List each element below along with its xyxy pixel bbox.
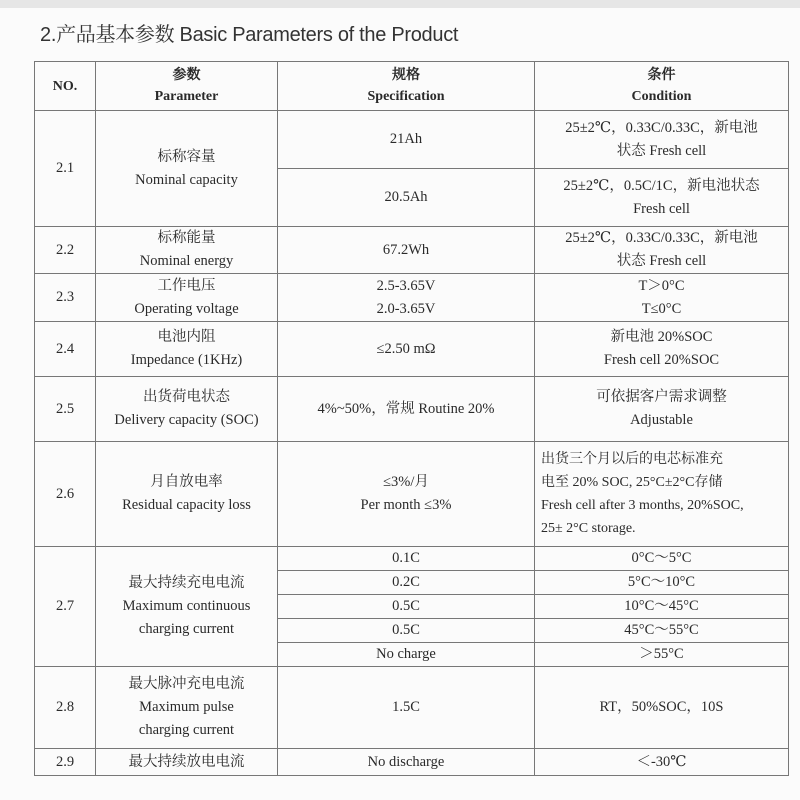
table-row bbox=[35, 227, 789, 274]
cond-cell: 0°C～5°C bbox=[535, 547, 789, 571]
table-row bbox=[35, 322, 789, 377]
parameters-table bbox=[34, 61, 789, 776]
cond-cell bbox=[535, 169, 789, 227]
cond-line: 25±2℃，0.33C/0.33C，新电池 bbox=[565, 230, 758, 246]
cond-line: 25±2℃，0.33C/0.33C，新电池 bbox=[565, 119, 758, 136]
param-en: Maximum pulse bbox=[139, 699, 234, 715]
header-no: NO. bbox=[35, 62, 96, 111]
param-en: charging current bbox=[138, 621, 235, 637]
param-cn: 电池内阻 bbox=[157, 329, 216, 345]
cond-line: T≤0°C bbox=[641, 300, 682, 317]
spec-cell: ≤2.50 mΩ bbox=[278, 322, 535, 377]
cond-line: Fresh cell 20%SOC bbox=[603, 352, 720, 368]
spec-cell: 1.5C bbox=[278, 667, 535, 749]
spec-line: Per month ≤3% bbox=[360, 497, 452, 513]
cond-line: Fresh cell bbox=[633, 200, 690, 217]
row-no: 2.6 bbox=[35, 442, 96, 547]
param-cell bbox=[96, 547, 278, 667]
param-cn: 标称能量 bbox=[157, 230, 216, 246]
row-no: 2.8 bbox=[35, 667, 96, 749]
param-cn: 工作电压 bbox=[157, 277, 216, 294]
param-cn: 标称容量 bbox=[157, 148, 216, 165]
cond-line: Adjustable bbox=[630, 412, 693, 428]
spec-cell: 0.5C bbox=[278, 595, 535, 619]
spec-cell: No charge bbox=[278, 643, 535, 667]
cond-cell: ＞55°C bbox=[535, 643, 789, 667]
spec-cell bbox=[278, 442, 535, 547]
header-parameter-cn: 参数 bbox=[172, 68, 201, 83]
table-header bbox=[35, 62, 789, 111]
param-en: Nominal capacity bbox=[135, 171, 238, 188]
spec-cell bbox=[278, 274, 535, 322]
param-cell: 最大持续放电电流 bbox=[96, 749, 278, 776]
row-no: 2.3 bbox=[35, 274, 96, 322]
row-no: 2.1 bbox=[35, 111, 96, 227]
spec-line: 2.0-3.65V bbox=[376, 300, 436, 317]
cond-cell bbox=[535, 111, 789, 169]
top-bar bbox=[0, 0, 800, 8]
cond-cell: 5°C～10°C bbox=[535, 571, 789, 595]
table-row bbox=[35, 667, 789, 749]
param-cell bbox=[96, 377, 278, 442]
param-cn: 出货荷电状态 bbox=[143, 389, 230, 405]
param-en: Maximum continuous bbox=[122, 598, 251, 614]
param-en: Nominal energy bbox=[139, 253, 234, 269]
cond-line: 可依据客户需求调整 bbox=[596, 389, 727, 405]
header-condition bbox=[535, 62, 789, 111]
cond-line: 状态 Fresh cell bbox=[616, 142, 707, 159]
table-row bbox=[35, 442, 789, 547]
header-parameter-en: Parameter bbox=[154, 89, 219, 104]
param-en: Residual capacity loss bbox=[122, 497, 251, 513]
spec-cell: 4%~50%，常规 Routine 20% bbox=[278, 377, 535, 442]
header-spec-en: Specification bbox=[367, 89, 445, 104]
cond-line: Fresh cell after 3 months, 20%SOC, bbox=[541, 498, 744, 513]
cond-cell: RT，50%SOC，10S bbox=[535, 667, 789, 749]
header-parameter bbox=[96, 62, 278, 111]
param-cell bbox=[96, 227, 278, 274]
spec-cell: 21Ah bbox=[278, 111, 535, 169]
cond-line: 电至 20% SOC, 25°C±2°C存储 bbox=[541, 475, 723, 490]
header-spec-cn: 规格 bbox=[392, 68, 420, 83]
spec-cell: 0.5C bbox=[278, 619, 535, 643]
row-no: 2.5 bbox=[35, 377, 96, 442]
param-cell bbox=[96, 111, 278, 227]
spec-line: 2.5-3.65V bbox=[376, 277, 436, 294]
spec-cell: 0.2C bbox=[278, 571, 535, 595]
cond-cell bbox=[535, 227, 789, 274]
cond-line: 25±2℃，0.5C/1C，新电池状态 bbox=[563, 177, 760, 194]
spec-cell: 20.5Ah bbox=[278, 169, 535, 227]
param-cell bbox=[96, 322, 278, 377]
spec-cell: 0.1C bbox=[278, 547, 535, 571]
table-row bbox=[35, 111, 789, 169]
param-cn: 最大持续充电电流 bbox=[128, 575, 245, 591]
header-cond-en: Condition bbox=[631, 89, 692, 104]
spec-cell: No discharge bbox=[278, 749, 535, 776]
row-no: 2.9 bbox=[35, 749, 96, 776]
param-cell bbox=[96, 442, 278, 547]
row-no: 2.2 bbox=[35, 227, 96, 274]
header-specification bbox=[278, 62, 535, 111]
table-row bbox=[35, 547, 789, 571]
spec-cell: 67.2Wh bbox=[278, 227, 535, 274]
cond-cell bbox=[535, 322, 789, 377]
cond-line: 状态 Fresh cell bbox=[616, 253, 707, 269]
section-title: 2.产品基本参数 Basic Parameters of the Product bbox=[40, 24, 459, 46]
cond-line: 出货三个月以后的电芯标准充 bbox=[541, 452, 723, 467]
param-en: Operating voltage bbox=[134, 300, 239, 317]
table-row bbox=[35, 274, 789, 322]
table-row bbox=[35, 377, 789, 442]
cond-cell: 45°C～55°C bbox=[535, 619, 789, 643]
param-en: charging current bbox=[138, 722, 235, 738]
param-en: Delivery capacity (SOC) bbox=[114, 412, 259, 428]
cond-line: 25± 2°C storage. bbox=[541, 521, 636, 536]
param-en: Impedance (1KHz) bbox=[130, 352, 243, 368]
param-cell bbox=[96, 667, 278, 749]
table-row bbox=[35, 749, 789, 776]
cond-cell bbox=[535, 274, 789, 322]
cond-line: T＞0°C bbox=[638, 277, 685, 294]
cond-cell: 10°C～45°C bbox=[535, 595, 789, 619]
header-cond-cn: 条件 bbox=[647, 68, 676, 83]
cond-cell: ＜-30℃ bbox=[535, 749, 789, 776]
spec-line: ≤3%/月 bbox=[383, 474, 429, 490]
cond-cell bbox=[535, 442, 789, 547]
cond-line: 新电池 20%SOC bbox=[610, 329, 713, 345]
param-cn: 月自放电率 bbox=[150, 474, 223, 490]
row-no: 2.4 bbox=[35, 322, 96, 377]
param-cn: 最大脉冲充电电流 bbox=[128, 676, 245, 692]
row-no: 2.7 bbox=[35, 547, 96, 667]
cond-cell bbox=[535, 377, 789, 442]
param-cell bbox=[96, 274, 278, 322]
